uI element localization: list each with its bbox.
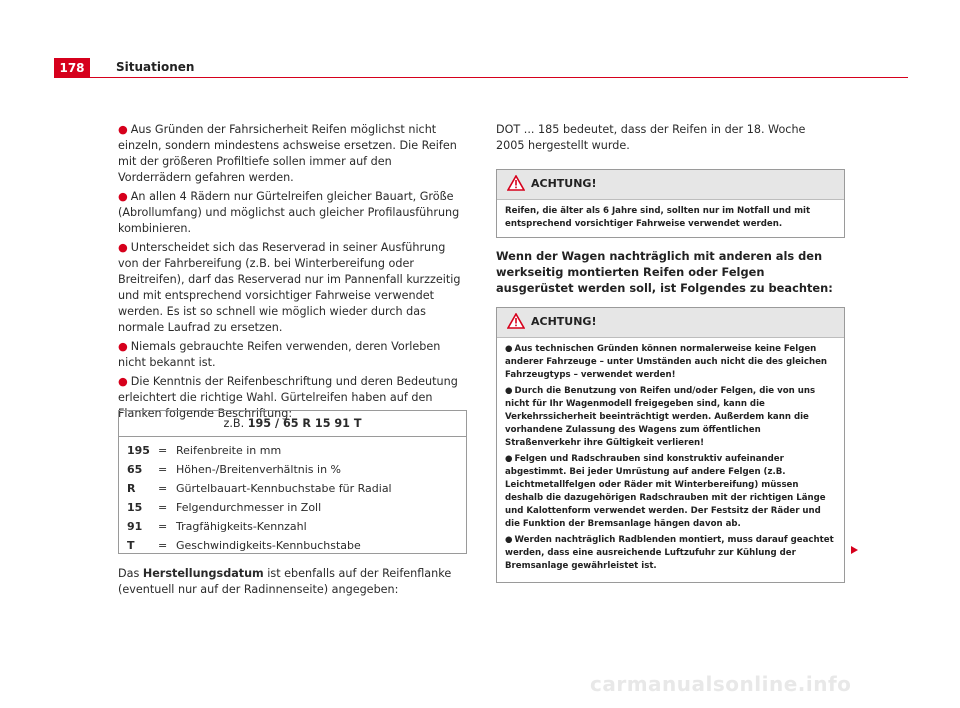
watermark: carmanualsonline.info xyxy=(590,672,852,696)
tyre-code-header: z.B. 195 / 65 R 15 91 T xyxy=(119,411,466,437)
left-column xyxy=(118,122,466,425)
warning-title: ACHTUNG! xyxy=(531,177,597,190)
header-rule xyxy=(90,77,908,78)
bullet-icon: ● xyxy=(118,241,128,254)
bullet-icon: ● xyxy=(118,375,128,388)
warning-box xyxy=(496,307,845,583)
section-subheading: Wenn der Wagen nachträglich mit anderen als den werkseitig montierten Reifen oder Felgen ausgerüstet werden soll, ist Folgendes zu beachten: xyxy=(496,249,833,295)
tyre-code-table xyxy=(118,410,467,554)
table-row: 65 = Höhen-/Breitenverhältnis in % xyxy=(127,463,342,476)
production-date-paragraph: Das Herstellungsdatum ist ebenfalls auf der Reifenflanke (eventuell nur auf der Radinnenseite) angegeben: xyxy=(118,567,452,596)
bullet-icon: ● xyxy=(118,190,128,203)
bullet-item: ● Die Kenntnis der Reifenbeschriftung und deren Bedeutung erleichtert die richtige Wahl. Gürtelreifen haben auf den Flanken folgende Beschriftung: xyxy=(118,375,458,420)
bullet-item: ● Unterscheidet sich das Reserverad in seiner Ausführung von der Fahrbereifung (z.B. bei Winterbereifung oder Breitreifen), darf das Reserverad nur im Pannenfall kurzzeitig und mit entsprechend vorsichtiger Fahrweise verwendet werden. Es ist so schnell wie möglich wieder durch das normale Laufrad zu ersetzen. xyxy=(118,241,461,334)
list-item: ● Durch die Benutzung von Reifen und/oder Felgen, die von uns nicht für Ihr Wagenmodell freigegeben sind, kann die Verkehrssicherheit beeinträchtigt werden. Außerdem kann die vorhandene Zulassung des Wagens zum öffentlichen Straßenverkehr ihre Gültigkeit verlieren! xyxy=(505,386,816,448)
table-row: 91 = Tragfähigkeits-Kennzahl xyxy=(127,520,307,533)
bullet-item: ● Aus Gründen der Fahrsicherheit Reifen möglichst nicht einzeln, sondern mindestens achsweise ersetzen. Die Reifen mit der größeren Profiltiefe sollen immer auf den Vorderrädern gefahren werden. xyxy=(118,123,457,184)
warning-text: Reifen, die älter als 6 Jahre sind, sollten nur im Notfall und mit entsprechend vorsichtiger Fahrweise verwendet werden. xyxy=(505,206,811,229)
warning-list xyxy=(497,338,844,582)
production-date-term: Herstellungsdatum xyxy=(142,567,264,580)
warning-icon xyxy=(507,175,525,191)
continue-arrow-icon xyxy=(851,546,858,554)
warning-header xyxy=(497,170,844,200)
list-item: ● Aus technischen Gründen können normalerweise keine Felgen anderer Fahrzeuge – unter Umständen auch nicht die des gleichen Fahrzeugtyps – verwendet werden! xyxy=(505,344,828,380)
warning-box xyxy=(496,169,845,238)
table-row: T = Geschwindigkeits-Kennbuchstabe xyxy=(127,539,361,552)
table-row: R = Gürtelbauart-Kennbuchstabe für Radial xyxy=(127,482,392,495)
list-item: ● Felgen und Radschrauben sind konstruktiv aufeinander abgestimmt. Bei jeder Umrüstung auf andere Felgen (z.B. Leichtmetallfelgen oder Räder mit Winterbereifung) müssen deshalb die dazugehörigen Radschrauben mit der richtigen Länge und Kalottenform verwendet werden. Der Festsitz der Räder und die Funktion der Bremsanlage hängen davon ab. xyxy=(505,454,826,529)
warning-title: ACHTUNG! xyxy=(531,315,597,328)
bullet-item: ● Niemals gebrauchte Reifen verwenden, deren Vorleben nicht bekannt ist. xyxy=(118,340,441,369)
table-row: 195 = Reifenbreite in mm xyxy=(127,444,282,457)
bullet-icon: ● xyxy=(118,340,128,353)
bullet-item: ● An allen 4 Rädern nur Gürtelreifen gleicher Bauart, Größe (Abrollumfang) und möglichst auch gleicher Profilausführung kombinieren. xyxy=(118,190,460,235)
warning-header xyxy=(497,308,844,338)
list-item: ● Werden nachträglich Radblenden montiert, muss darauf geachtet werden, dass eine ausreichende Luftzufuhr zur Kühlung der Bremsanlage gewährleistet ist. xyxy=(505,535,834,571)
warning-icon xyxy=(507,313,525,329)
page-number: 178 xyxy=(54,58,90,78)
table-row: 15 = Felgendurchmesser in Zoll xyxy=(127,501,322,514)
bullet-icon: ● xyxy=(118,123,128,136)
section-title: Situationen xyxy=(116,60,195,74)
tyre-code: 195 / 65 R 15 91 T xyxy=(247,417,362,430)
dot-paragraph: DOT ... 185 bedeutet, dass der Reifen in der 18. Woche 2005 hergestellt wurde. xyxy=(496,123,806,152)
